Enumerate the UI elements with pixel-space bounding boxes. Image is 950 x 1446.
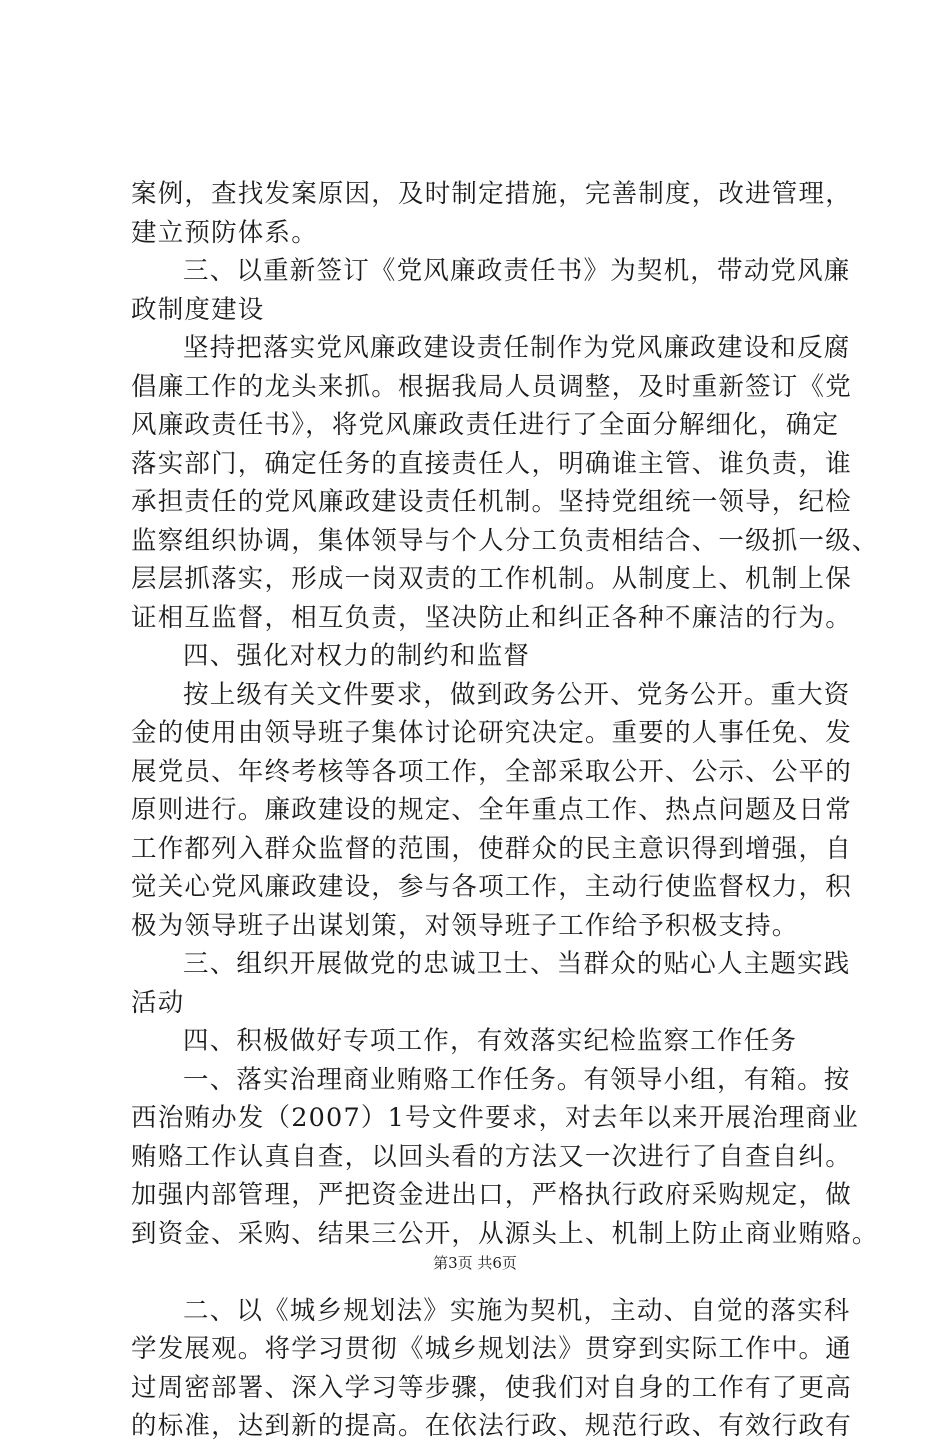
section-heading-cont: 活动 — [131, 987, 185, 1018]
text-line: 工作都列入群众监督的范围，使群众的民主意识得到增强，自 — [131, 833, 852, 864]
text-line: 案例，查找发案原因，及时制定措施，完善制度，改进管理， — [131, 179, 852, 209]
text-line: 西治贿办发（2007）1号文件要求，对去年以来开展治理商业 — [131, 1103, 859, 1133]
text-line: 金的使用由领导班子集体讨论研究决定。重要的人事任免、发 — [131, 718, 852, 748]
text-line: 风廉政责任书》，将党风廉政责任进行了全面分解细化，确定 — [131, 410, 840, 440]
text-line: 倡廉工作的龙头来抓。根据我局人员调整，及时重新签订《党 — [131, 371, 852, 402]
section-heading: 四、强化对权力的制约和监督 — [183, 641, 531, 671]
text-line: 学发展观。将学习贯彻《城乡规划法》贯穿到实际工作中。通 — [131, 1334, 852, 1364]
text-line: 过周密部署、深入学习等步骤，使我们对自身的工作有了更高 — [131, 1372, 852, 1403]
paragraph-start: 一、落实治理商业贿赂工作任务。有领导小组，有箱。按 — [183, 1064, 851, 1095]
text-line: 建立预防体系。 — [131, 217, 318, 248]
page-number: 第3页 共6页 — [433, 1254, 517, 1272]
text-line: 加强内部管理，严把资金进出口，严格执行政府采购规定，做 — [131, 1180, 852, 1210]
text-line: 承担责任的党风廉政建设责任机制。坚持党组统一领导，纪检 — [131, 487, 852, 517]
text-line: 监察组织协调，集体领导与个人分工负责相结合、一级抓一级、 — [131, 525, 879, 556]
page-footer — [0, 1253, 950, 1273]
section-heading: 三、以重新签订《党风廉政责任书》为契机，带动党风廉 — [183, 256, 851, 286]
text-line: 落实部门，确定任务的直接责任人，明确谁主管、谁负责，谁 — [131, 448, 852, 479]
text-line: 到资金、采购、结果三公开，从源头上、机制上防止商业贿赂。 — [131, 1218, 879, 1249]
text-line: 原则进行。廉政建设的规定、全年重点工作、热点问题及日常 — [131, 795, 852, 825]
text-line: 层层抓落实，形成一岗双责的工作机制。从制度上、机制上保 — [131, 564, 852, 594]
paragraph-start: 二、以《城乡规划法》实施为契机，主动、自觉的落实科 — [183, 1295, 851, 1326]
text-line: 极为领导班子出谋划策，对领导班子工作给予积极支持。 — [131, 910, 799, 941]
section-heading: 三、组织开展做党的忠诚卫士、当群众的贴心人主题实践 — [183, 949, 851, 979]
text-line: 证相互监督，相互负责，坚决防止和纠正各种不廉洁的行为。 — [131, 602, 852, 633]
text-line: 展党员、年终考核等各项工作，全部采取公开、公示、公平的 — [131, 756, 852, 787]
section-heading: 四、积极做好专项工作，有效落实纪检监察工作任务 — [183, 1026, 798, 1056]
text-line: 的标准，达到新的提高。在依法行政、规范行政、有效行政有 — [131, 1411, 852, 1441]
paragraph-start: 坚持把落实党风廉政建设责任制作为党风廉政建设和反腐 — [183, 333, 851, 363]
text-line: 觉关心党风廉政建设，参与各项工作，主动行使监督权力，积 — [131, 872, 852, 902]
section-heading-cont: 政制度建设 — [131, 294, 265, 325]
paragraph-start: 按上级有关文件要求，做到政务公开、党务公开。重大资 — [183, 679, 851, 710]
text-line: 贿赂工作认真自查，以回头看的方法又一次进行了自查自纠。 — [131, 1141, 852, 1172]
